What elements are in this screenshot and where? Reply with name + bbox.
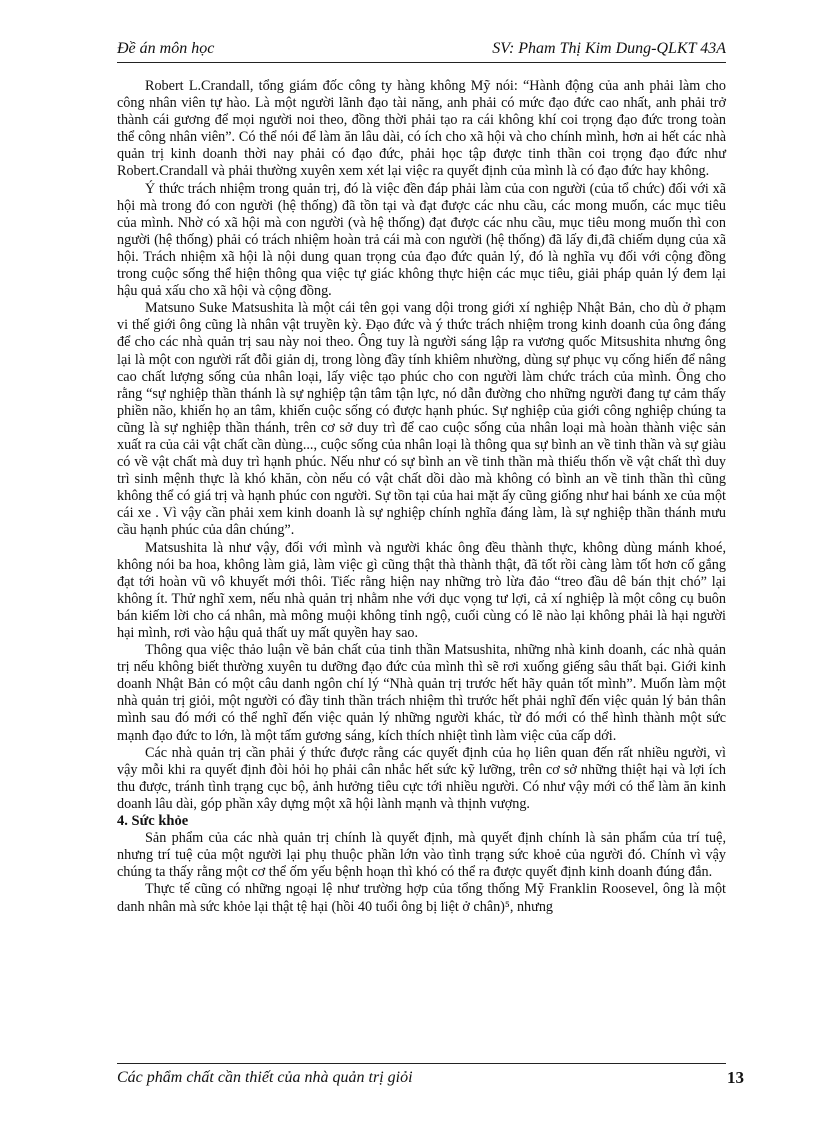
paragraph-responsibility: Ý thức trách nhiệm trong quản trị, đó là việc đền đáp phải làm của con người (của tổ chức) đối với xã hội mà trong đó con người (hệ thống) đã tồn tại và đạt được các nhu cầu, các mong muốn, các mục tiêu của mình. Nhờ có xã hội mà con người (và hệ thống) đạt được các nhu cầu, mục tiêu mong muốn thì con người (hệ thống) phải có trách nhiệm hoàn trả cái mà con người (hệ thống) đã lấy đi,đã chiếm dụng của xã hội. Trách nhiệm xã hội là nội dung quan trọng của đạo đức quản lý, đó là nghĩa vụ đối với cộng đồng trong cuộc sống thể hiện thông qua việc tự giác không thực hiện các mục tiêu, giải pháp quản lý đem lại hậu quả xấu cho xã hội và cộng đồng. bbox=[117, 180, 726, 300]
page-number: 13 bbox=[727, 1068, 744, 1087]
paragraph-crandall: Robert L.Crandall, tổng giám đốc công ty hàng không Mỹ nói: “Hành động của anh phải làm cho công nhân viên tự hào. Là một người lãnh đạo tài năng, anh phải có mức đạo đức cao nhất, anh phải trở thành cái gương để mọi người noi theo, đồng thời phải tạo ra cái không khí coi trọng đạo đức trong toàn thể công nhân viên”. Có thể nói để làm ăn lâu dài, có ích cho xã hội và cho chính mình, hơn ai hết các nhà quản trị kinh doanh thời nay phải có đạo đức, phải học tập được tinh thần coi trọng đạo đức như Robert.Crandall và phải thường xuyên xem xét lại việc ra quyết định của mình là có đạo đức hay không. bbox=[117, 78, 726, 180]
footer-rule bbox=[117, 1063, 726, 1064]
paragraph-matsushita: Matsuno Suke Matsushita là một cái tên gọi vang dội trong giới xí nghiệp Nhật Bản, cho dù ở phạm vi thế giới ông cũng là nhân vật truyền kỳ. Đạo đức và ý thức trách nhiệm trong kinh doanh của ông đáng để cho các nhà quản trị sau này noi theo. Ông tuy là người sáng lập ra vương quốc Mitsushita nhưng ông lại là một con người rất đỗi giản dị, trong lòng đầy tính khiêm nhường, dùng sự phục vụ cống hiến để nâng cao chất lượng sống của nhân loại, lấy việc tạo phúc cho con người làm chức trách của mình. Ông cho rằng “sự nghiệp thần thánh là sự nghiệp tận tâm tận lực, nó dẫn đường cho những người đang tự cảm thấy phiền não, khiến họ an tâm, khiến cuộc sống có được hạnh phúc. Sự nghiệp của giới công nghiệp chúng ta cũng là sự nghiệp thần thánh, trên cơ sở duy trì để cao cuộc sống của nhân loại mà hoàn thành việc sản xuất ra của cải vật chất cần dùng..., cuộc sống của nhân loại là thông qua sự bình an về tinh thần và sự giàu có về vật chất mà duy trì hạnh phúc. Nếu như có sự bình an về tinh thần mà thiếu thốn về vật chất thì duy trì sinh mệnh thực là khó khăn, còn nếu có vật chất dồi dào mà không có bình an về tinh thần thì cũng không thể có giá trị và hạnh phúc con người. Sự tồn tại của hai mặt ấy cũng giống như hai bánh xe của một cái xe . Vì vậy cần phải xem kinh doanh là sự nghiệp chính nghĩa đáng làm, là sự nghiệp thần thánh mưu cầu hạnh phúc của dân chúng”. bbox=[117, 300, 726, 539]
header-course-title: Đề án môn học bbox=[117, 40, 215, 57]
paragraph-decisions: Các nhà quản trị cần phải ý thức được rằng các quyết định của họ liên quan đến rất nhiều người, vì vậy mỗi khi ra quyết định đòi hỏi họ phải cân nhắc hết sức kỹ lưỡng, trên cơ sở những thiệt hại và lợi ích thu được, tránh tình trạng cục bộ, ảnh hưởng tiêu cực tới nhiều người. Có như vậy mới có thể làm ăn kinh doanh lâu dài, góp phần xây dựng một xã hội lành mạnh và thịnh vượng. bbox=[117, 744, 726, 812]
paragraph-self-management: Thông qua việc thảo luận về bản chất của tinh thần Matsushita, những nhà kinh doanh, các nhà quản trị nếu không biết thường xuyên tu dưỡng đạo đức của mình thì sẽ rơi xuống giếng sâu thất bại. Giới kinh doanh Nhật Bản có một câu danh ngôn chí lý “Nhà quản trị trước hết hãy quản tốt mình”. Muốn làm một nhà quản trị giỏi, một người có đầy tinh thần trách nhiệm thì trước hết phải nghĩ đến việc quản lý bản thân mình sau đó mới có thể nghĩ đến việc quản lý những người khác, từ đó mới có thể hình thành một sức mạnh đạo đức to lớn, là một tấm gương sáng, kích thích nhiệt tình làm việc của cấp dới. bbox=[117, 642, 726, 744]
paragraph-health: Sản phẩm của các nhà quản trị chính là quyết định, mà quyết định chính là sản phẩm của trí tuệ, nhưng trí tuệ của một người lại phụ thuộc phần lớn vào tình trạng sức khoẻ của người đó. Chính vì vậy chúng ta thấy rằng một cơ thể ốm yếu bệnh hoạn thì khó có thể ra được quyết định kinh doanh đúng đắn. bbox=[117, 830, 726, 881]
document-body bbox=[117, 78, 726, 916]
header-student-info: SV: Pham Thị Kim Dung-QLKT 43A bbox=[492, 40, 726, 57]
page-header bbox=[117, 40, 726, 63]
footer-document-title: Các phẩm chất cần thiết của nhà quản trị giỏi bbox=[117, 1069, 413, 1086]
paragraph-matsushita-honesty: Matsushita là như vậy, đối với mình và người khác ông đều thành thực, không dùng mánh khoé, không nói ba hoa, không làm giả, làm việc gì cũng thật thà thành thật, đã tốt rồi càng làm tốt hơn cố gắng đạt tới hoàn vũ vô khuyết mới thôi. Tiếc rằng hiện nay những trò lừa đảo “treo đầu dê bán thịt chó” lại không ít. Thử nghĩ xem, nếu nhà quản trị nhằm nhe với dục vọng tư lợi, cả xí nghiệp là một công cụ buôn bán kiếm lời cho cá nhân, mà mông muội không tỉnh ngộ, cuối cùng có lẽ nào lại không phải là hại người hại mình, rơi vào hậu quả thất uy mất quyền hay sao. bbox=[117, 539, 726, 641]
paragraph-roosevelt: Thực tế cũng có những ngoại lệ như trường hợp của tổng thống Mỹ Franklin Roosevel, ông là một danh nhân mà sức khỏe lại thật tệ hại (hồi 40 tuổi ông bị liệt ở chân)⁵, nhưng bbox=[117, 881, 726, 915]
section-heading-health: 4. Sức khỏe bbox=[117, 813, 189, 830]
